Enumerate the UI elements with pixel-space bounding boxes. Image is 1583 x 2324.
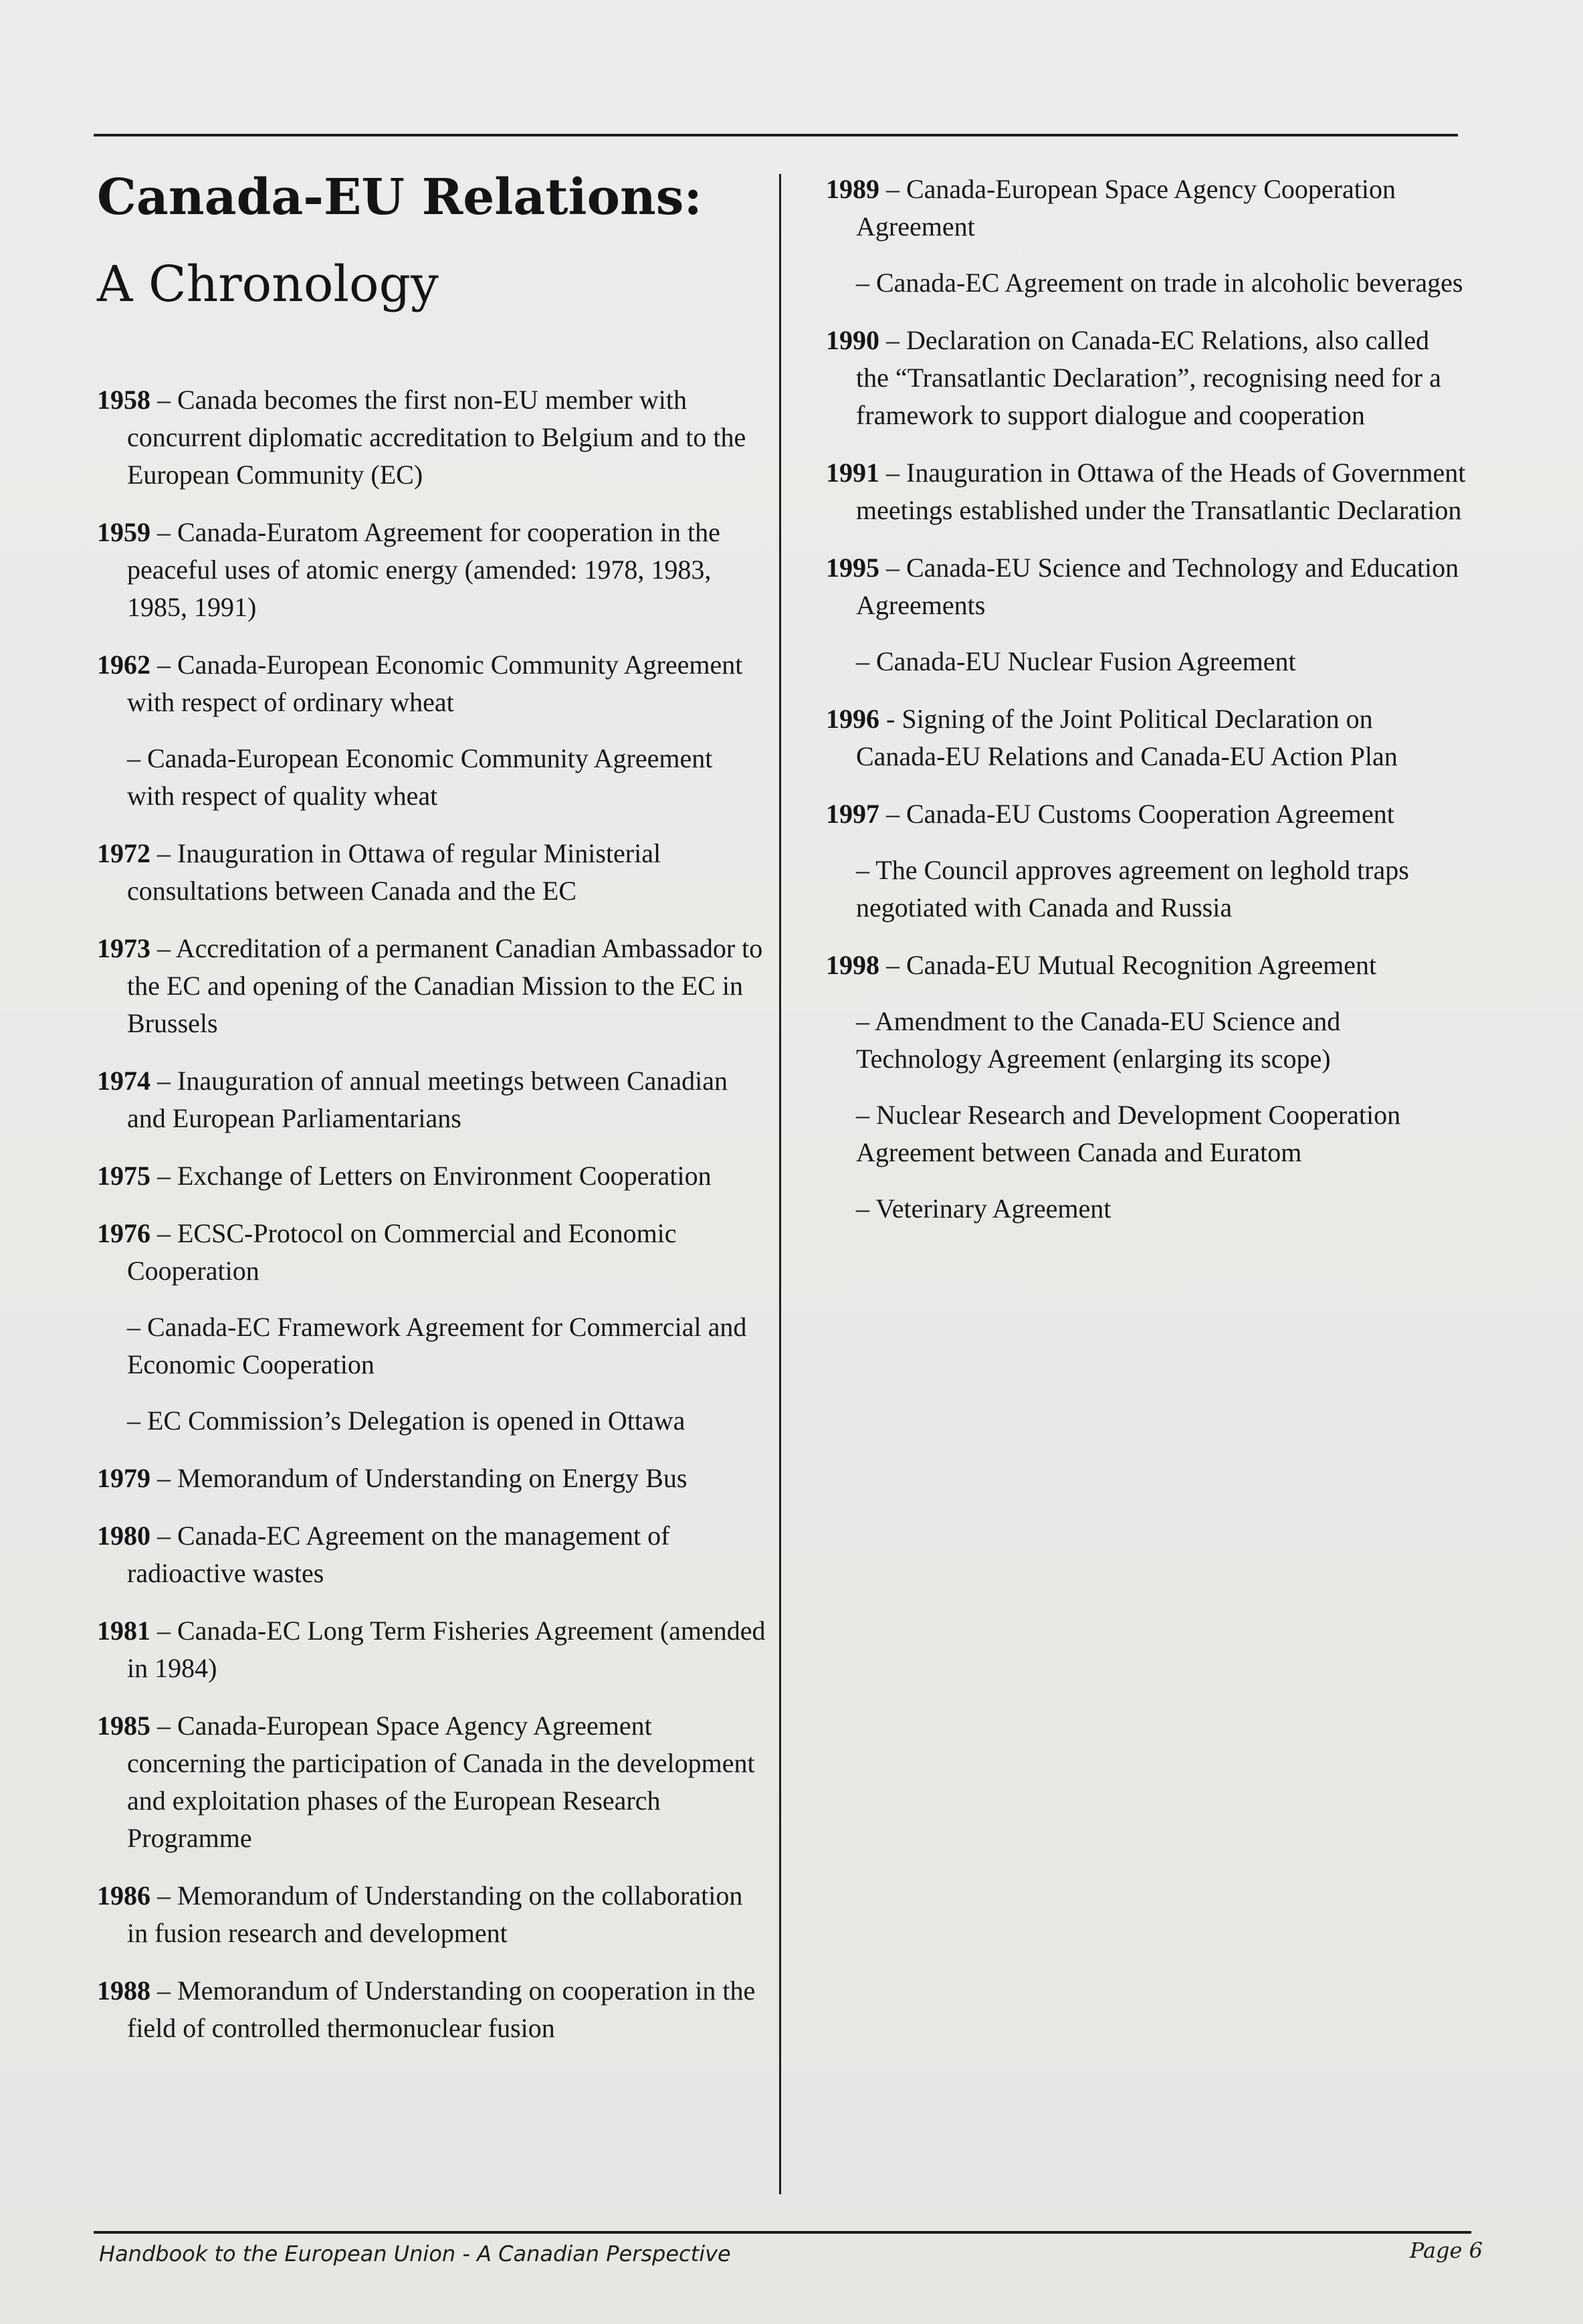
- entry-sub-item: – Canada-EC Agreement on trade in alcoholic beverages: [856, 268, 1463, 298]
- chronology-entry: [97, 1215, 766, 1440]
- entry-line: [97, 1517, 766, 1592]
- entry-year: 1985: [97, 1711, 150, 1741]
- entry-line: [97, 646, 766, 721]
- entry-line: [97, 1215, 766, 1290]
- chronology-entry: [826, 171, 1468, 302]
- entry-line: [97, 1707, 766, 1857]
- entry-line: [826, 322, 1468, 434]
- chronology-entry: [97, 1157, 766, 1195]
- entry-text: – Canada-Euratom Agreement for cooperation in the peaceful uses of atomic energy (amended: 1978, 1983, 1985, 1991): [127, 517, 720, 622]
- entry-sub-item: – Canada-EU Nuclear Fusion Agreement: [856, 646, 1296, 676]
- bottom-rule: [94, 2231, 1471, 2234]
- chronology-entry: [97, 1707, 766, 1857]
- chronology-entry: [97, 514, 766, 626]
- top-rule: [94, 134, 1458, 136]
- entry-line: [97, 1612, 766, 1687]
- entry-text: – Canada-EU Science and Technology and Education Agreements: [856, 553, 1459, 620]
- entry-sub-item: – EC Commission’s Delegation is opened in Ottawa: [127, 1406, 685, 1436]
- page-title: Canada-EU Relations:: [97, 169, 702, 226]
- entry-text: – Memorandum of Understanding on Energy Bus: [157, 1463, 688, 1493]
- entry-line: [97, 1877, 766, 1952]
- entry-line: [97, 1157, 766, 1195]
- entry-year: 1962: [97, 650, 150, 680]
- entry-year: 1997: [826, 799, 879, 829]
- entry-line: [97, 1062, 766, 1137]
- chronology-entry: [97, 1972, 766, 2047]
- entry-text: – Inauguration of annual meetings between Canadian and European Parliamentarians: [127, 1066, 728, 1133]
- entry-text: - Signing of the Joint Political Declaration on Canada-EU Relations and Canada-EU Action Plan: [856, 704, 1398, 771]
- entry-year: 1990: [826, 325, 879, 355]
- entry-year: 1974: [97, 1066, 150, 1096]
- chronology-entry: [97, 1612, 766, 1687]
- entry-text: – Inauguration in Ottawa of regular Ministerial consultations between Canada and the EC: [127, 838, 661, 906]
- chronology-entry: [97, 381, 766, 494]
- entry-line: [97, 514, 766, 626]
- right-chronology-column: [826, 171, 1468, 1248]
- entry-line: [826, 549, 1468, 624]
- page-subtitle: A Chronology: [97, 256, 439, 313]
- entry-year: 1996: [826, 704, 879, 734]
- entry-text: – Declaration on Canada-EC Relations, also called the “Transatlantic Declaration”, recognising need for a framework to support dialogue and cooperation: [856, 325, 1441, 430]
- entry-sub-item: – Amendment to the Canada-EU Science and Technology Agreement (enlarging its scope): [856, 1006, 1341, 1074]
- entry-year: 1979: [97, 1463, 150, 1493]
- chronology-entry: [97, 646, 766, 815]
- entry-line: [826, 454, 1468, 529]
- entry-year: 1995: [826, 553, 879, 583]
- entry-sub-item: – Nuclear Research and Development Cooperation Agreement between Canada and Euratom: [856, 1100, 1401, 1167]
- entry-text: – Canada-EU Mutual Recognition Agreement: [886, 950, 1377, 980]
- entry-year: 1980: [97, 1521, 150, 1551]
- chronology-entry: [826, 795, 1468, 927]
- entry-year: 1975: [97, 1161, 150, 1191]
- entry-line: [826, 171, 1468, 246]
- entry-text: – Exchange of Letters on Environment Cooperation: [157, 1161, 712, 1191]
- footer-book-title: Handbook to the European Union - A Canadian Perspective: [99, 2241, 731, 2266]
- entry-text: – ECSC-Protocol on Commercial and Economic Cooperation: [127, 1218, 677, 1286]
- entry-year: 1986: [97, 1880, 150, 1911]
- entry-year: 1959: [97, 517, 150, 547]
- chronology-entry: [97, 1517, 766, 1592]
- entry-line: [826, 947, 1468, 984]
- entry-line: [826, 795, 1468, 833]
- entry-line: [97, 835, 766, 910]
- entry-text: – Canada-EU Customs Cooperation Agreement: [886, 799, 1394, 829]
- entry-text: – Memorandum of Understanding on the collaboration in fusion research and development: [127, 1880, 743, 1948]
- chronology-entry: [97, 930, 766, 1042]
- entry-sub-item: – Veterinary Agreement: [856, 1193, 1112, 1224]
- chronology-entry: [97, 1460, 766, 1497]
- entry-text: – Canada-European Economic Community Agreement with respect of ordinary wheat: [127, 650, 743, 717]
- entry-year: 1998: [826, 950, 879, 980]
- entry-line: [97, 1460, 766, 1497]
- entry-year: 1988: [97, 1975, 150, 2006]
- entry-text: – Canada becomes the first non-EU member with concurrent diplomatic accreditation to Belgium and to the European Community (EC): [127, 385, 746, 490]
- entry-year: 1981: [97, 1616, 150, 1646]
- chronology-entry: [97, 835, 766, 910]
- entry-text: – Canada-EC Agreement on the management of radioactive wastes: [127, 1521, 670, 1588]
- entry-text: – Canada-European Space Agency Cooperation Agreement: [856, 174, 1396, 241]
- chronology-entry: [97, 1062, 766, 1137]
- chronology-entry: [826, 322, 1468, 434]
- column-divider: [779, 174, 781, 2194]
- chronology-entry: [826, 700, 1468, 775]
- left-chronology-column: [97, 381, 766, 2067]
- chronology-entry: [826, 549, 1468, 680]
- entry-sub-item: – The Council approves agreement on leghold traps negotiated with Canada and Russia: [856, 855, 1409, 923]
- entry-sub-item: – Canada-EC Framework Agreement for Commercial and Economic Cooperation: [127, 1312, 747, 1379]
- entry-text: – Canada-European Space Agency Agreement concerning the participation of Canada in the development and exploitation phases of the European Research Programme: [127, 1711, 755, 1853]
- footer-page-number: Page 6: [1409, 2238, 1483, 2263]
- entry-line: [97, 930, 766, 1042]
- entry-text: – Inauguration in Ottawa of the Heads of Government meetings established under the Transatlantic Declaration: [856, 458, 1466, 525]
- entry-text: – Memorandum of Understanding on cooperation in the field of controlled thermonuclear fusion: [127, 1975, 756, 2043]
- entry-text: – Accreditation of a permanent Canadian Ambassador to the EC and opening of the Canadian Mission to the EC in Brussels: [127, 933, 763, 1038]
- entry-year: 1991: [826, 458, 879, 488]
- chronology-entry: [826, 947, 1468, 1228]
- entry-text: – Canada-EC Long Term Fisheries Agreement (amended in 1984): [127, 1616, 766, 1683]
- entry-sub-item: – Canada-European Economic Community Agreement with respect of quality wheat: [127, 743, 713, 811]
- entry-year: 1976: [97, 1218, 150, 1248]
- entry-line: [826, 700, 1468, 775]
- chronology-entry: [826, 454, 1468, 529]
- entry-year: 1973: [97, 933, 150, 963]
- entry-year: 1989: [826, 174, 879, 204]
- chronology-entry: [97, 1877, 766, 1952]
- entry-line: [97, 381, 766, 494]
- entry-year: 1972: [97, 838, 150, 868]
- entry-line: [97, 1972, 766, 2047]
- entry-year: 1958: [97, 385, 150, 415]
